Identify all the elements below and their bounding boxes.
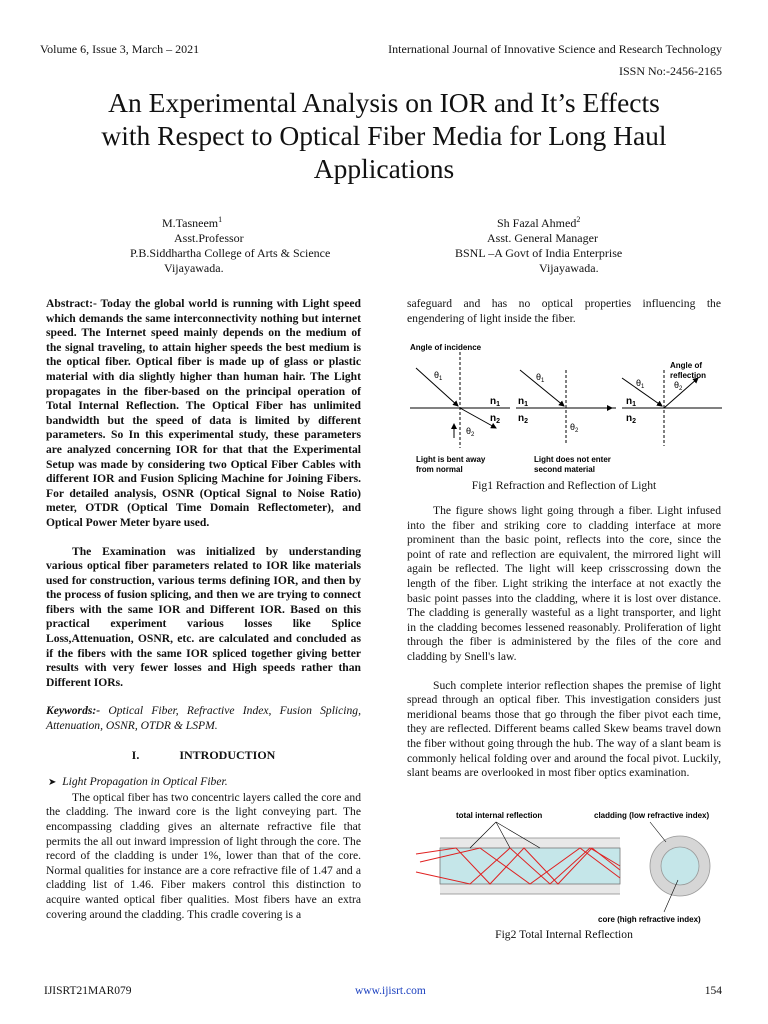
fig1-n1-b: $n_1$ — [518, 396, 529, 408]
fig1-n1-a: $n_1$ — [490, 396, 501, 408]
author-1-name: M.Tasneem — [162, 216, 219, 230]
fig1-caption: Fig1 Refraction and Reflection of Light — [471, 479, 657, 492]
author-2-role: Asst. General Manager — [487, 231, 598, 245]
fig1-theta2-a: $\theta_2$ — [466, 426, 475, 438]
fig2-label-tir: total internal reflection — [456, 811, 543, 820]
fig2-label-core: core (high refractive index) — [598, 915, 701, 924]
fig1-angle-incidence-label: Angle of incidence — [410, 343, 482, 352]
author-2-org: BSNL –A Govt of India Enterprise — [455, 246, 623, 260]
fig2-label-cladding: cladding (low refractive index) — [594, 811, 710, 820]
fig1-angle-reflection-label-2: reflection — [670, 371, 707, 380]
journal-volume: Volume 6, Issue 3, March – 2021 — [40, 42, 200, 56]
keywords-label: Keywords:- — [46, 704, 101, 718]
subheading-text: Light Propagation in Optical Fiber. — [62, 775, 228, 789]
subheading — [46, 775, 361, 791]
author-1-city: Vijayawada. — [164, 261, 224, 275]
right-column-body — [407, 504, 721, 781]
title-line-2: with Respect to Optical Fiber Media for Long Haul — [101, 120, 667, 151]
fig1-theta1-a: $\theta_1$ — [434, 370, 443, 382]
page-number: 154 — [704, 985, 722, 997]
title-line-3: Applications — [313, 153, 455, 184]
section-heading — [46, 748, 361, 763]
arrow-bullet-icon: ➤ — [48, 777, 57, 789]
intro-paragraph-1: The optical fiber has two concentric layers called the core and the cladding. The inward core is the light conveying part. The encompassing cladding gives an alternate refractive file that permits the all out inward impression of light through the core. The record of the cladding is under 1%, lower than that of the core. Normal qualities for instance are a core refractive file of 1.47 and a cladding list of 1.46. Fiber makers control this distinction to acquire wanted optical fiber qualities. Most fibers have an extra covering around the cladding. This cradle covering is a — [46, 790, 361, 921]
fig1-theta1-b: $\theta_1$ — [536, 372, 545, 384]
author-2-name: Sh Fazal Ahmed — [497, 216, 577, 230]
keywords — [46, 704, 361, 733]
author-1-org: P.B.Siddhartha College of Arts & Science — [130, 246, 331, 260]
fig1-theta2-b: $\theta_2$ — [570, 422, 579, 434]
fig2-cross-section-core — [661, 847, 699, 885]
fig1-n2-a: $n_2$ — [490, 413, 501, 425]
paper-title — [40, 86, 728, 185]
keywords-text: Optical Fiber, Refractive Index, Fusion Splicing, Attenuation, OSNR, OTDR & LSPM. — [46, 704, 361, 733]
section-title: INTRODUCTION — [179, 747, 276, 762]
left-column — [46, 297, 361, 922]
right-column-top — [407, 297, 721, 326]
abstract-paragraph-2: The Examination was initialized by understanding various optical fiber parameters related to IOR like materials used for construction, various terms defining IOR, and then by the process of fusion splicing, and then we are trying to connect fibers with the same IOR and Different IOR. Based on this practical experiment various losses like Splice Loss,Attenuation, OSNR, etc. are calculated and concluded as if the fibers with the same IOR spliced together giving better results with very fewer losses and High speeds rather than Different IORs. — [46, 544, 361, 689]
fig1-note-left-1: Light is bent away — [416, 455, 486, 464]
fig1-angle-reflection-label-1: Angle of — [670, 361, 702, 370]
fig1-note-mid-1: Light does not enter — [534, 455, 611, 464]
author-2-city: Vijayawada. — [539, 261, 599, 275]
section-number: I. — [131, 747, 140, 762]
author-1-sup: 1 — [218, 215, 223, 224]
fig1-refraction-diagram — [408, 338, 724, 478]
issn: ISSN No:-2456-2165 — [618, 64, 722, 78]
fig2-tir-diagram — [410, 808, 722, 928]
footer-website-link[interactable]: www.ijisrt.com — [355, 985, 426, 997]
right-paragraph-2: Such complete interior reflection shapes the premise of light spread through an optical fiber. This investigation considers just meridional beams those that go through the fiber pivot each time, they are reflected. Different beams called Skew beams travel down the fiber without going through the hub. The way of a slant beam is commonly helical folding over and around the focal pivot. Luckily, slant beams are overlooked in most fiber optics examination. — [407, 678, 721, 780]
title-line-1: An Experimental Analysis on IOR and It’s Effects — [108, 87, 660, 118]
author-1-role: Asst.Professor — [174, 231, 244, 245]
author-2-sup: 2 — [576, 215, 581, 224]
author-2-name-line — [455, 212, 695, 231]
fig1-note-mid-2: second material — [534, 465, 595, 474]
journal-name: International Journal of Innovative Science and Research Technology — [388, 42, 722, 56]
fig1-n1-c: $n_1$ — [626, 396, 637, 408]
abstract-paragraph-1: Abstract:- Today the global world is running with Light speed which demands the same interconnectivity nothing but internet speed. The Internet speed mainly depends on the medium of the signal traveling, to attain higher speeds the best medium is the optical fiber. Optical fiber is made up of glass or plastic material with dia slightly higher than human hair. The Light propagates in the fiber-based on the principal operation of Total Internal Reflection. The Optical Fiber has unlimited bandwidth but the speed of data is limited by different parameters. So In this experimental study, these parameters are analyzed concerning IOR for that that the Experimental Setup was made by considering two Optical Fiber Cables with different IOR and Fusion Splicing Machine for Joining Fibers. For detailed analysis, OSNR (Optical Signal to Noise Ratio) meter, OTDR (Optical Time Domain Reflectometer), and Optical Power Meter byare used. — [46, 297, 361, 529]
right-paragraph-1: The figure shows light going through a fiber. Light infused into the fiber and striking core to cladding interface at more prominent than the basic point, reflects into the core, since the point of rate and reflection are equivalent, the mirrored light will again be reflected. The light will keep crisscrossing down the length of the fiber. Light striking the interface at not exactly the basic point passes into the cladding, where it is lost over distance. The cladding is generally wasteful as a light transporter, and light in the cladding becomes lessened reasonably. Proliferation of light through the fiber is administered by the files of the core and cladding by Snell's law. — [407, 504, 721, 663]
author-1-block — [130, 212, 370, 276]
footer-paper-id: IJISRT21MAR079 — [44, 985, 132, 997]
author-1-name-line — [130, 212, 370, 231]
fig1-note-left-2: from normal — [416, 465, 463, 474]
fig1-n2-b: $n_2$ — [518, 413, 529, 425]
right-paragraph-0: safeguard and has no optical properties influencing the engendering of light inside the fiber. — [407, 297, 721, 325]
fig2-caption: Fig2 Total Internal Reflection — [495, 928, 633, 941]
fig1-n2-c: $n_2$ — [626, 413, 637, 425]
author-2-block — [455, 212, 695, 276]
fig1-theta1-c: $\theta_1$ — [636, 378, 645, 390]
fig1-theta2-c: $\theta_2$ — [674, 380, 683, 392]
